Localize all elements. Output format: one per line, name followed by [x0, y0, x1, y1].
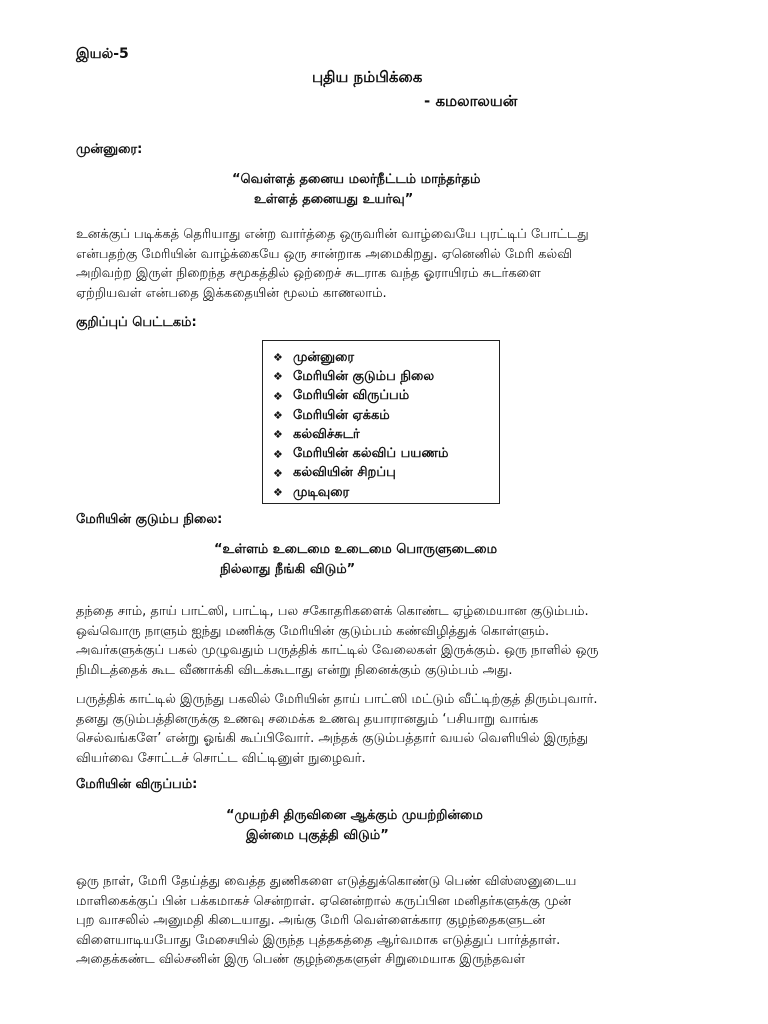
- family-quote: [214, 540, 497, 580]
- outline-item-label: முடிவுரை: [293, 484, 350, 500]
- diamond-icon: ❖: [273, 466, 283, 480]
- outline-item-label: முன்னுரை: [293, 349, 355, 365]
- paragraph-line: செல்வங்களே’ என்று ஓங்கி கூப்பிவோர். அந்தக் குடும்பத்தார் வயல் வெளியில் இருந்து: [76, 731, 588, 746]
- outline-item: [273, 387, 499, 406]
- paragraph-line: அதைக்கண்ட வில்சனின் இரு பெண் குழந்தைகளுள் சிறுமையாக இருந்தவள்: [76, 952, 526, 967]
- wish-quote: [226, 806, 483, 846]
- wish-paragraph: [76, 872, 696, 970]
- paragraph-line: விளையாடியபோது மேசையில் இருந்த புத்தகத்தை ஆர்வமாக எடுத்துப் பார்த்தாள்.: [76, 932, 561, 948]
- family-paragraph-1: [76, 602, 696, 680]
- section-heading-intro: முன்னுரை:: [76, 142, 143, 157]
- outline-item: [273, 425, 499, 444]
- paragraph-line: அறிவற்ற இருள் நிறைந்த சமூகத்தில் ஒற்றைச் சுடராக வந்த ஓராயிரம் சுடர்களை: [76, 266, 541, 281]
- quote-line: உள்ளத் தனையது உயர்வு”: [254, 192, 414, 207]
- diamond-icon: ❖: [273, 409, 283, 423]
- paragraph-line: என்பதற்கு மேரியின் வாழ்க்கையே ஒரு சான்றாக அமைகிறது. ஏனெனில் மேரி கல்வி: [76, 246, 573, 262]
- paragraph-line: ஏற்றியவள் என்பதை இக்கதையின் மூலம் காணலாம்.: [76, 285, 387, 301]
- paragraph-line: புற வாசலில் அனுமதி கிடையாது. அங்கு மேரி வெள்ளைக்கார குழந்தைகளுடன்: [76, 913, 546, 928]
- quote-line: நில்லாது நீங்கி விடும்”: [220, 562, 356, 577]
- intro-paragraph: [76, 225, 696, 303]
- section-heading-wish: மேரியின் விருப்பம்:: [76, 777, 198, 792]
- outline-item-label: கல்விச்சுடர்: [293, 426, 360, 442]
- outline-item: [273, 483, 499, 502]
- quote-line: இன்மை புகுத்தி விடும்”: [246, 828, 389, 843]
- outline-item-label: மேரியின் குடும்ப நிலை: [293, 368, 435, 384]
- outline-box: [262, 340, 500, 504]
- outline-item-label: கல்வியின் சிறப்பு: [293, 465, 396, 481]
- paragraph-line: வியர்வை சோட்டச் சொட்ட விட்டினுள் நுழைவர்.: [76, 750, 366, 766]
- chapter-label: இயல்-5: [76, 46, 129, 62]
- paragraph-line: ஒவ்வொரு நாளும் ஐந்து மணிக்கு மேரியின் குடும்பம் கண்விழித்துக் கொள்ளும்.: [76, 623, 550, 639]
- family-paragraph-2: [76, 690, 696, 768]
- diamond-icon: ❖: [273, 389, 283, 403]
- outline-item-label: மேரியின் விருப்பம்: [293, 388, 410, 404]
- diamond-icon: ❖: [273, 486, 283, 500]
- diamond-icon: ❖: [273, 447, 283, 461]
- quote-line: “முயற்சி திருவினை ஆக்கும் முயற்றின்மை: [226, 808, 483, 823]
- paragraph-line: அவர்களுக்குப் பகல் முழுவதும் பருத்திக் காட்டில் வேலைகள் இருக்கும். ஒரு நாளில் ஒரு: [76, 643, 599, 658]
- paragraph-line: நிமிடத்தைக் கூட வீணாக்கி விடக்கூடாது என்று நினைக்கும் குடும்பம் அது.: [76, 662, 513, 678]
- paragraph-line: தந்தை சாம், தாய் பாட்ஸி, பாட்டி, பல சகோதரிகளைக் கொண்ட ஏழ்மையான குடும்பம்.: [76, 604, 589, 619]
- quote-line: “உள்ளம் உடைமை உடைமை பொருளுடைமை: [214, 542, 498, 557]
- outline-item: [273, 348, 499, 367]
- paragraph-line: தனது குடும்பத்தினருக்கு உணவு சமைக்க உணவு தயாரானதும் ‘பசியாறு வாங்க: [76, 711, 539, 727]
- paragraph-line: மாளிகைக்குப் பின் பக்கமாகச் சென்றாள். ஏனென்றால் கருப்பின மனிதர்களுக்கு முன்: [76, 893, 572, 909]
- outline-item: [273, 444, 499, 463]
- outline-item: [273, 406, 499, 425]
- diamond-icon: ❖: [273, 351, 283, 365]
- paragraph-line: ஒரு நாள், மேரி தேய்த்து வைத்த துணிகளை எடுத்துக்கொண்டு பெண் விஸ்ஸனுடைய: [76, 874, 577, 889]
- outline-item-label: மேரியின் கல்விப் பயணம்: [293, 446, 449, 462]
- paragraph-line: பருத்திக் காட்டில் இருந்து பகலில் மேரியின் தாய் பாட்ஸி மட்டும் வீட்டிற்குத் திரும்புவார்.: [76, 692, 598, 707]
- section-heading-outline: குறிப்புப் பெட்டகம்:: [76, 315, 197, 330]
- story-title: புதிய நம்பிக்கை: [312, 68, 423, 86]
- outline-item: [273, 464, 499, 483]
- section-heading-family: மேரியின் குடும்ப நிலை:: [76, 512, 223, 527]
- outline-item: [273, 367, 499, 386]
- outline-list: [263, 341, 499, 502]
- intro-quote: [232, 170, 480, 210]
- diamond-icon: ❖: [273, 370, 283, 384]
- diamond-icon: ❖: [273, 428, 283, 442]
- outline-item-label: மேரியின் ஏக்கம்: [293, 407, 390, 423]
- author-name: - கமலாலயன்: [424, 92, 518, 110]
- quote-line: “வெள்ளத் தனைய மலர்நீட்டம் மாந்தர்தம்: [232, 172, 481, 187]
- paragraph-line: உனக்குப் படிக்கத் தெரியாது என்ற வார்த்தை ஒருவரின் வாழ்வையே புரட்டிப் போட்டது: [76, 227, 589, 242]
